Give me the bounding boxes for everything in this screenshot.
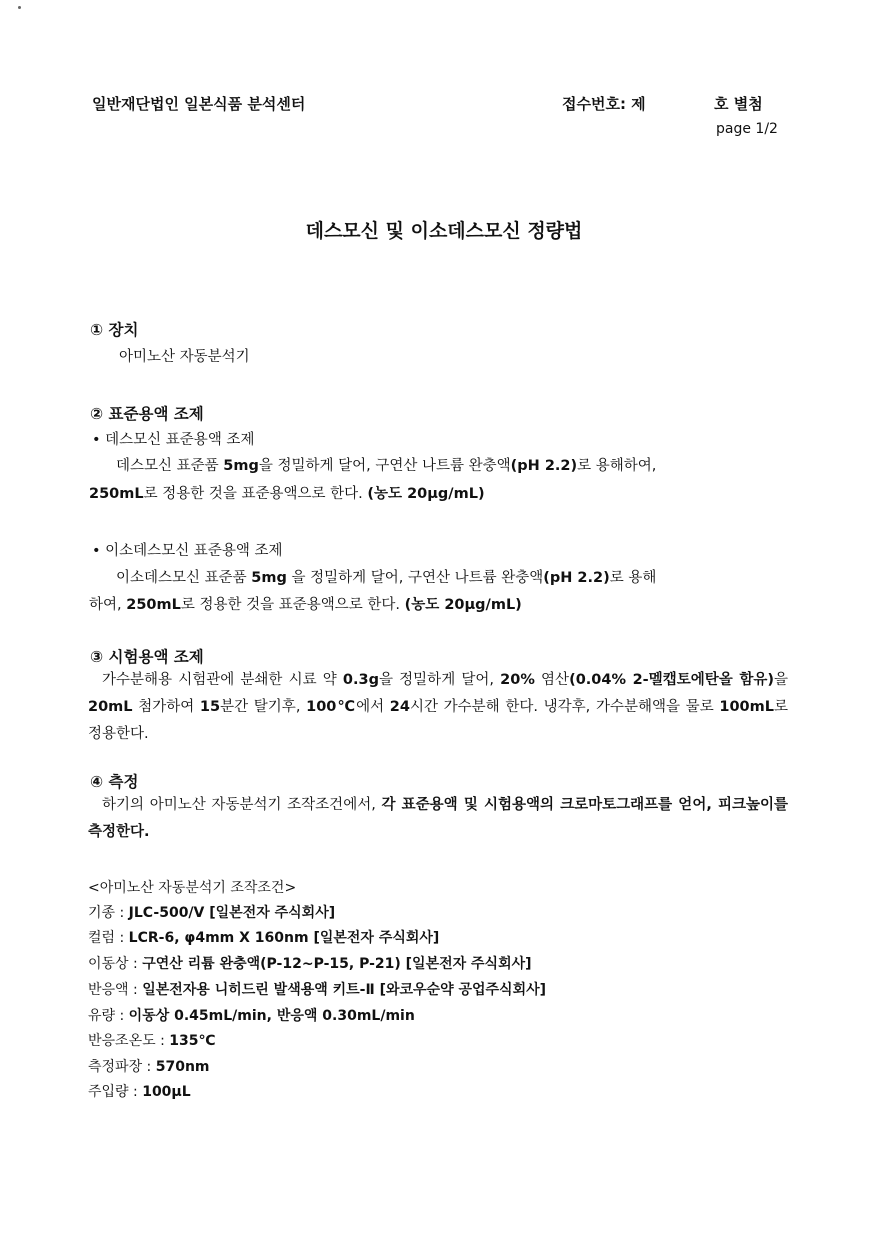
isodesmosine-line-1: 이소데스모신 표준품 5mg 을 정밀하게 달어, 구연산 나트륨 완충액(pH 2.2)로 용해 <box>116 570 657 586</box>
section-4-body: 하기의 아미노산 자동분석기 조작조건에서, 각 표준용액 및 시험용액의 크로마토그래프를 얻어, 피크높이를 측정한다. <box>88 797 788 840</box>
condition-label: 주입량 : <box>88 1084 143 1100</box>
condition-label: 컬럼 : <box>88 930 129 946</box>
condition-value: 135℃ <box>169 1033 216 1049</box>
organization-name: 일반재단법인 일본식품 분석센터 <box>92 95 306 113</box>
condition-row <box>88 1030 215 1050</box>
condition-row <box>88 1056 210 1076</box>
isodesmosine-subheading: • 이소데스모신 표준용액 조제 <box>92 543 283 559</box>
condition-label: 반응액 : <box>88 982 143 998</box>
condition-value: 구연산 리튬 완충액(P-12~P-15, P-21) [일본전자 주식회사] <box>142 956 532 972</box>
desmosine-line-1: 데스모신 표준품 5mg을 정밀하게 달어, 구연산 나트륨 완충액(pH 2.2)로 용해하여, <box>116 458 657 474</box>
page-number: page 1/2 <box>716 121 778 137</box>
section-4-heading: ④ 측정 <box>90 773 139 791</box>
condition-value: JLC-500/V [일본전자 주식회사] <box>128 905 336 921</box>
condition-value: 570nm <box>155 1059 210 1075</box>
conditions-heading: <아미노산 자동분석기 조작조건> <box>88 880 297 896</box>
condition-value: 일본전자용 니히드린 발색용액 키트-Ⅱ [와코우순약 공업주식회사] <box>142 982 547 998</box>
condition-row <box>88 902 335 922</box>
section-1-heading: ① 장치 <box>90 321 139 339</box>
condition-row <box>88 927 439 947</box>
condition-label: 기종 : <box>88 905 129 921</box>
document-title: 데스모신 및 이소데스모신 정량법 <box>305 220 583 242</box>
condition-value: 이동상 0.45mL/min, 반응액 0.30mL/min <box>128 1008 415 1024</box>
condition-row <box>88 979 546 999</box>
condition-value: LCR-6, φ4mm X 160nm [일본전자 주식회사] <box>128 930 440 946</box>
scan-speck <box>18 6 21 9</box>
desmosine-subheading: • 데스모신 표준용액 조제 <box>92 432 255 448</box>
condition-label: 반응조온도 : <box>88 1033 170 1049</box>
receipt-number-label: 접수번호: 제 <box>562 95 646 113</box>
condition-row <box>88 1005 415 1025</box>
section-1-body: 아미노산 자동분석기 <box>119 349 250 365</box>
section-3-body: 가수분해용 시험관에 분쇄한 시료 약 0.3g을 정밀하게 달어, 20% 염산(0.04% 2-멜캡토에탄올 함유)을 20mL 첨가하여 15분간 탈기후, 100℃에서 24시간 가수분해 한다. 냉각후, 가수분해액을 물로 100mL로 정용한다. <box>88 672 789 742</box>
condition-row <box>88 953 532 973</box>
condition-value: 100μL <box>142 1084 191 1100</box>
isodesmosine-line-2: 하여, 250mL로 정용한 것을 표준용액으로 한다. (농도 20μg/mL) <box>89 597 522 613</box>
section-3-heading: ③ 시험용액 조제 <box>90 648 204 666</box>
condition-label: 측정파장 : <box>88 1059 156 1075</box>
condition-row <box>88 1081 191 1101</box>
section-2-heading: ② 표준용액 조제 <box>90 405 204 423</box>
attachment-label: 호 별첨 <box>714 95 763 113</box>
condition-label: 이동상 : <box>88 956 143 972</box>
condition-label: 유량 : <box>88 1008 129 1024</box>
desmosine-line-2: 250mL로 정용한 것을 표준용액으로 한다. (농도 20μg/mL) <box>89 486 485 502</box>
